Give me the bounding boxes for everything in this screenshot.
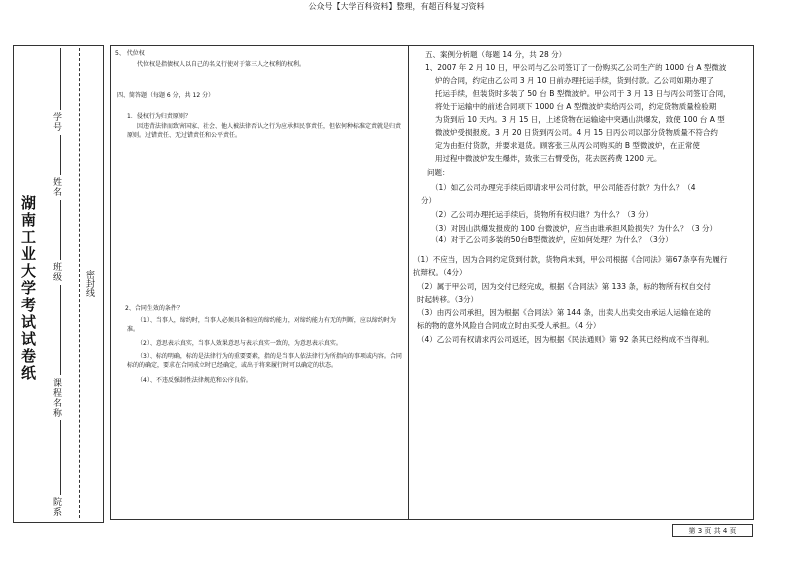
column-divider [408,46,409,519]
exam-content [110,45,754,520]
question-line: （3）对因山洪爆发报废的 100 台微波炉，应当由谁承担风险损失？为什么？（3 分） [431,224,718,233]
item5-body: 代位权是指债权人以自己的名义行使对于第三人之权利的权利。 [137,61,306,68]
school-title: 湖南工业大学考试试卷纸 [19,195,37,382]
section4-title: 四、简答题（每题 6 分，共 12 分） [117,92,215,99]
case-line: 1、2007 年 2 月 10 日，甲公司与乙公司签订了一份购买乙公司生产的 1000 台 A 型微波 [425,63,727,72]
answer-line: 标的物的意外风险自合同成立时由买受人承担。（4 分） [417,321,601,330]
item5-title: 5、 代位权 [115,50,145,57]
q1-title: 1．侵权行为归责原则？ [127,113,191,120]
q2-title: 2、合同生效的条件？ [125,305,183,312]
field-name: 姓名 [51,177,61,197]
case-line: 定为由拒付货款，并要求退货。顾客张三从丙公司购买的 B 型微波炉，在正常使 [435,141,700,150]
seal-label: 密封线 [84,270,94,297]
section5-title: 五、案例分析题（每题 14 分，共 28 分） [425,50,567,59]
question-line: 分） [421,196,436,205]
answer-line: （1）不应当，因为合同约定货到付款，货物尚未到，甲公司根据《合同法》第67条享有先履行 [413,255,728,264]
field-class: 班级 [51,262,61,282]
answer-line: （4）乙公司有权请求丙公司返还，因为根据《民法通则》第 92 条其已经构成不当得利。 [417,335,714,344]
case-line: 托运手续，但装货时多装了 50 台 B 型微波炉。甲公司于 3 月 13 日与丙公司签订合同， [435,89,731,98]
question-line: （2）乙公司办理托运手续后，货物所有权归谁？为什么？（3 分） [431,210,653,219]
page-number: 第 3 页 共 4 页 [672,524,753,537]
field-line [60,420,61,495]
field-department: 院系 [51,497,61,517]
case-line: 用过程中微波炉发生爆炸，致张三右臂受伤，花去医药费 1200 元。 [435,154,662,163]
q1-body: 因违背法律而致害国家、社会、他人被法律否认之行为应承担民事责任，但依何种标准定责就是归责原则。过错责任、无过错责任和公平责任。 [127,123,402,139]
case-line: 为货到后 10 天内。3 月 15 日，上述货物在运输途中突遇山洪爆发，致使 100 台 A 型 [435,115,725,124]
page-header: 公众号【大学百科资料】整理，有超百科复习资料 [308,2,485,11]
answer-line: （2）属于甲公司，因为交付已经完成，根据《合同法》第 133 条，标的物所有权自交付 [417,282,711,291]
q2-line: （2）、意思表示真实，当事人效果意思与表示真实一致的，为意思表示真实。 [137,340,342,347]
seal-dashed-line [79,48,80,518]
question-line: （1）如乙公司办理完手续后即请求甲公司付款，甲公司能否付款？为什么？（4 [431,183,696,192]
q2-line: （4）、不违反强制性法律规范和公序良俗。 [137,377,252,384]
q2-line: （3）、标的明确，标的是法律行为的重要要素，指的是当事人依法律行为所指向的事项或内容。合同标的的确定，要求在合同成立时已经确定，或出于将来履行时可以确定的状态。 [127,353,402,369]
q2-line: （1）、当事人，缔约时，当事人必须具备相应的缔约能力，对缔约能力有无的判断，应以缔约时为准。 [127,317,396,333]
case-line: 将处于运输中的前述合同项下 1000 台 A 型微波炉卖给丙公司，约定货物质量检验期 [435,102,717,111]
field-course: 课程名称 [51,378,61,418]
case-line: 炉的合同，约定由乙公司 3 月 10 日前办理托运手续，货到付款。乙公司如期办理了 [435,76,714,85]
field-student-id: 学号 [51,112,61,132]
answer-line: 抗辩权。（4分） [413,268,467,277]
case-line: 微波炉受损报废。3 月 20 日货到丙公司。4 月 15 日丙公司以部分货物质量不符合约 [435,128,718,137]
field-line [60,200,61,260]
field-line [60,48,61,110]
answer-line: 时起转移。（3分） [417,295,479,304]
question-line: （4）对于乙公司多装的50台B型微波炉，应如何处理？为什么？（3分） [431,235,673,244]
field-line [60,135,61,175]
questions-title: 问题： [427,168,450,177]
field-line [60,285,61,375]
answer-line: （3）由丙公司承担，因为根据《合同法》第 144 条，出卖人出卖交由承运人运输在途的 [417,308,711,317]
